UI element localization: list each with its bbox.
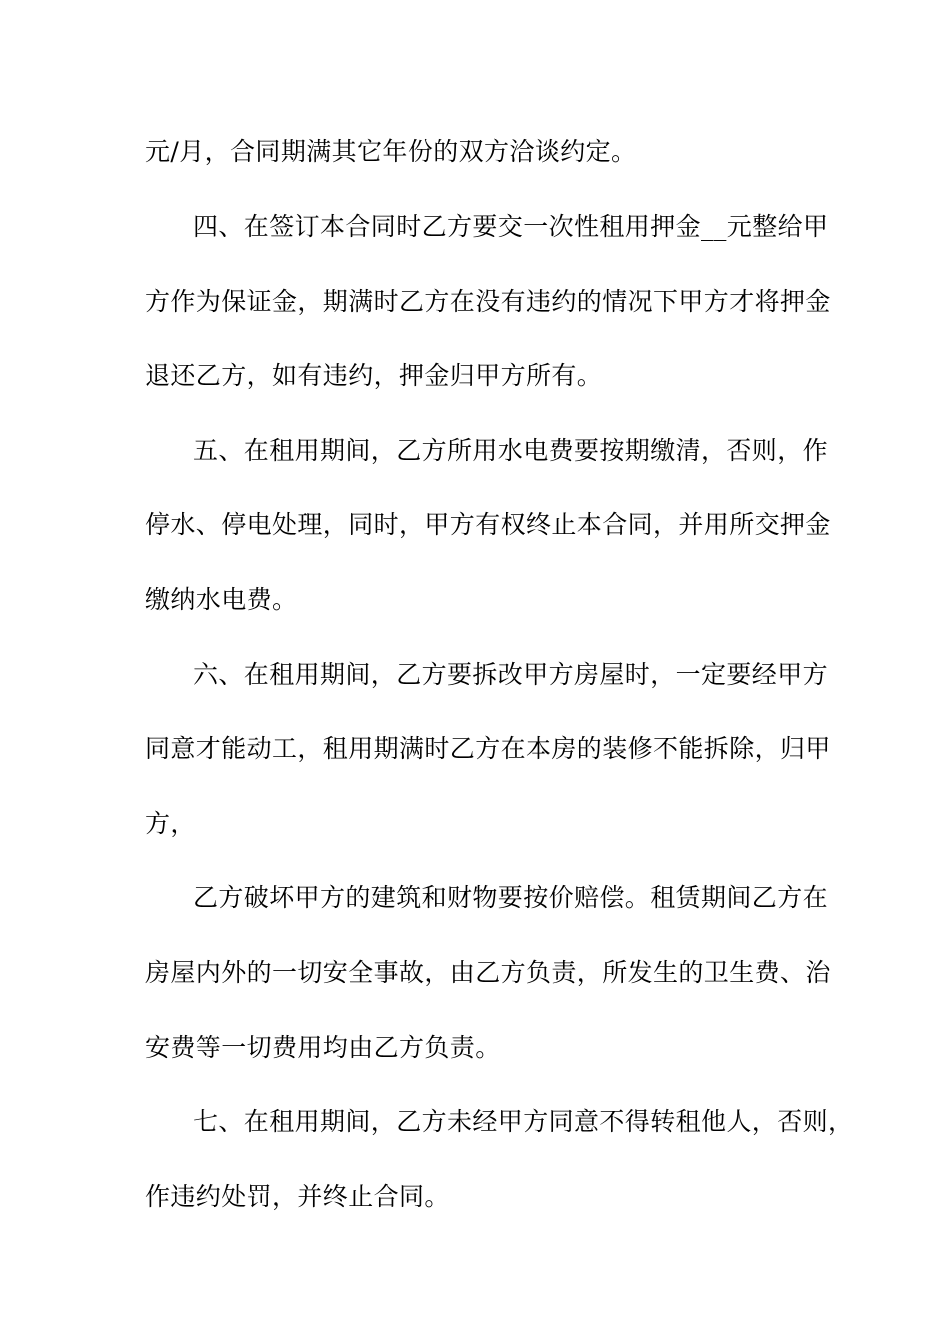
text-line: 安费等一切费用均由乙方负责。 (145, 1033, 501, 1062)
text-line: 五、在租用期间，乙方所用水电费要按期缴清，否则，作 (193, 436, 829, 465)
text-line: 作违约处罚，并终止合同。 (145, 1182, 450, 1211)
text-line: 方， (145, 809, 196, 838)
text-line: 房屋内外的一切安全事故，由乙方负责，所发生的卫生费、治 (145, 958, 831, 987)
text-line: 同意才能动工，租用期满时乙方在本房的装修不能拆除，归甲 (145, 734, 831, 763)
text-line: 七、在租用期间，乙方未经甲方同意不得转租他人，否则， (193, 1107, 854, 1136)
text-line: 停水、停电处理，同时，甲方有权终止本合同，并用所交押金 (145, 510, 831, 539)
text-line: 四、在签订本合同时乙方要交一次性租用押金__元整给甲 (193, 212, 829, 241)
text-line: 六、在租用期间，乙方要拆改甲方房屋时，一定要经甲方 (193, 660, 829, 689)
text-line: 退还乙方，如有违约，押金归甲方所有。 (145, 361, 603, 390)
text-line: 乙方破坏甲方的建筑和财物要按价赔偿。租赁期间乙方在 (193, 883, 829, 912)
text-line: 方作为保证金，期满时乙方在没有违约的情况下甲方才将押金 (145, 287, 831, 316)
text-line: 缴纳水电费。 (145, 585, 298, 614)
text-line: 元/月，合同期满其它年份的双方洽谈约定。 (145, 137, 637, 166)
